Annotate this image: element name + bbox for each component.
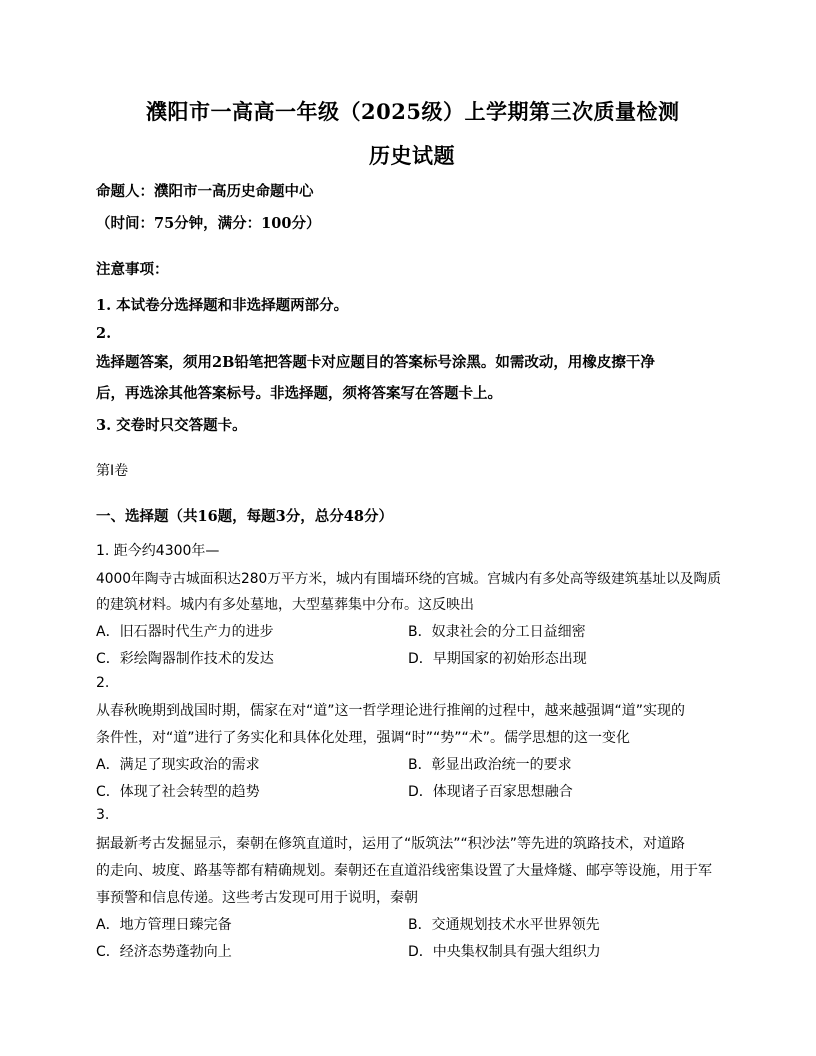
section-heading: 一、选择题（共16题，每题3分，总分48分） <box>96 508 393 525</box>
question-3-line-3: 的走向、坡度、路基等都有精确规划。秦朝还在直道沿线密集设置了大量烽燧、邮亭等设施，用于军 <box>96 863 712 879</box>
question-3-option-b: B．交通规划技术水平世界领先 <box>408 917 600 933</box>
question-2-option-b: B．彰显出政治统一的要求 <box>408 757 572 773</box>
question-3-option-c: C．经济态势蓬勃向上 <box>96 944 232 960</box>
question-2-line-1: 2. <box>96 675 110 691</box>
question-3-line-4: 事预警和信息传递。这些考古发现可用于说明，秦朝 <box>96 890 418 906</box>
question-2-option-d: D．体现诸子百家思想融合 <box>408 784 573 800</box>
time-line: （时间：75分钟，满分：100分） <box>96 215 321 232</box>
notice-item-2-number: 2. <box>96 325 112 342</box>
question-3-line-1: 3. <box>96 807 110 823</box>
question-2-option-a: A．满足了现实政治的需求 <box>96 757 260 773</box>
question-2-option-c: C．体现了社会转型的趋势 <box>96 784 260 800</box>
notice-item-1: 1. 本试卷分选择题和非选择题两部分。 <box>96 297 349 314</box>
notice-heading: 注意事项： <box>96 261 169 278</box>
question-1-line-2: 4000年陶寺古城面积达280万平方米，城内有围墙环绕的宫城。宫城内有多处高等级建筑基址以及陶质 <box>96 571 721 587</box>
question-1-option-a: A．旧石器时代生产力的进步 <box>96 624 274 640</box>
question-2-line-2: 从春秋晚期到战国时期，儒家在对“道”这一哲学理论进行推阐的过程中，越来越强调“道”实现的 <box>96 703 686 719</box>
question-2-line-3: 条件性，对“道”进行了务实化和具体化处理，强调“时”“势”“术”。儒学思想的这一变化 <box>96 730 631 746</box>
question-1-option-d: D．早期国家的初始形态出现 <box>408 651 587 667</box>
notice-item-2-line-1: 选择题答案，须用2B铅笔把答题卡对应题目的答案标号涂黑。如需改动，用橡皮擦干净 <box>96 354 655 371</box>
question-1-line-1: 1. 距今约4300年— <box>96 543 220 559</box>
question-3-line-2: 据最新考古发掘显示，秦朝在修筑直道时，运用了“版筑法”“积沙法”等先进的筑路技术，对道路 <box>96 836 686 852</box>
question-3-option-d: D．中央集权制具有强大组织力 <box>408 944 601 960</box>
exam-subject-title: 历史试题 <box>369 143 455 168</box>
question-3-option-a: A．地方管理日臻完备 <box>96 917 232 933</box>
question-1-option-c: C．彩绘陶器制作技术的发达 <box>96 651 274 667</box>
notice-item-3: 3. 交卷时只交答题卡。 <box>96 417 247 434</box>
notice-item-2-line-2: 后，再选涂其他答案标号。非选择题，须将答案写在答题卡上。 <box>96 385 502 402</box>
question-1-line-3: 的建筑材料。城内有多处墓地，大型墓葬集中分布。这反映出 <box>96 597 474 613</box>
exam-title: 濮阳市一高高一年级（2025级）上学期第三次质量检测 <box>146 99 680 124</box>
author-line: 命题人：濮阳市一高历史命题中心 <box>96 183 314 200</box>
question-1-option-b: B．奴隶社会的分工日益细密 <box>408 624 586 640</box>
volume-label: 第I卷 <box>96 463 129 479</box>
